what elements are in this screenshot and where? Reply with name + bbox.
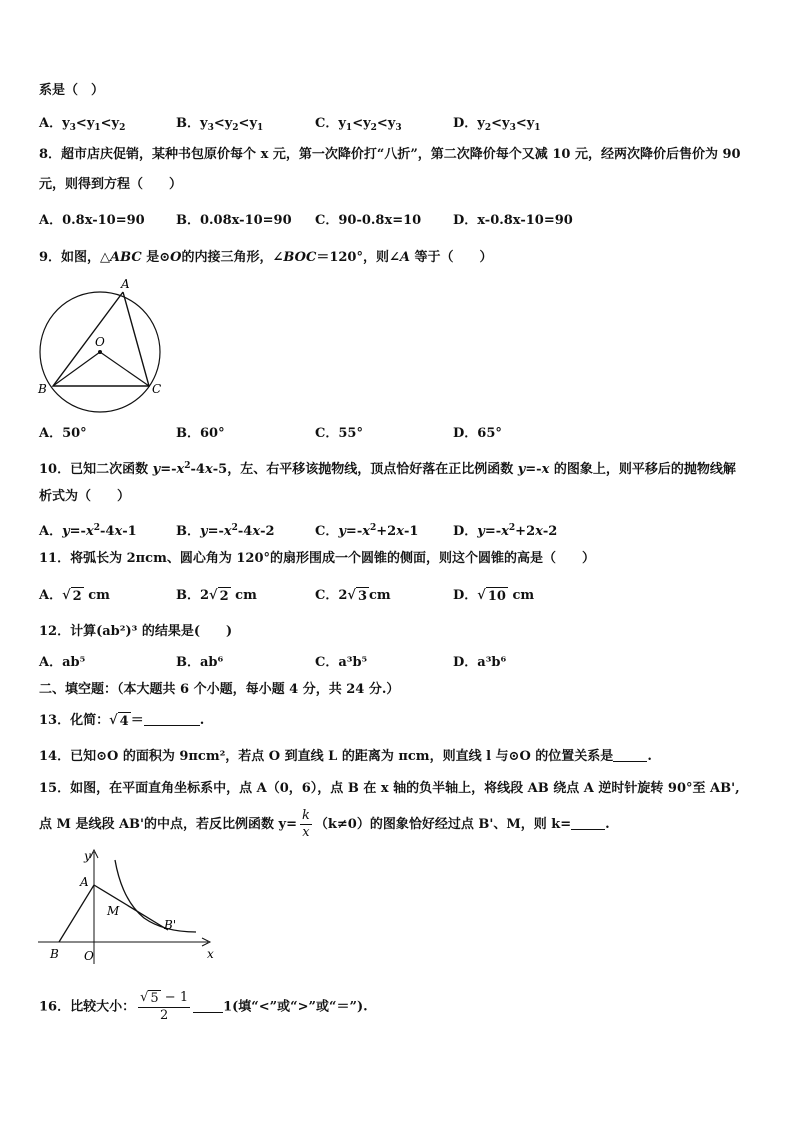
label-a: A [80, 875, 89, 889]
q12-stem: 12．计算(ab²)³ 的结果是( ) [39, 624, 233, 639]
q7-option-b: B．$y_3<y_2<y_1$ [176, 116, 264, 133]
label-b: B [38, 382, 47, 396]
q13-stem: 13．化简：√ 4 ＝ . [39, 713, 205, 729]
q7-option-d: D．$y_2<y_3<y_1$ [453, 116, 541, 133]
q12-option-b: B．ab⁶ [176, 655, 224, 670]
q9-option-c: C．55° [315, 426, 363, 441]
q8-option-d: D．x-0.8x-10=90 [453, 213, 573, 228]
q13-answer-blank [144, 713, 200, 726]
label-b-prime: B' [164, 918, 177, 932]
q7-option-a: A．$y_3<y_1<y_2$ [39, 116, 126, 133]
q10-stem-line1: 10．已知二次函数 $y=-x^2-4x-5$，左、右平移该抛物线，顶点恰好落在正比例函数 y=-x 的图象上，则平移后的抛物线解 [39, 461, 736, 477]
q12-option-c: C．a³b⁵ [315, 655, 368, 670]
q16-answer-blank [193, 1000, 223, 1013]
q11-option-c: C．2√ 3 cm [315, 588, 391, 604]
q11-option-a: A．√ 2 cm [39, 588, 110, 604]
q16-fraction: √ 5 − 1 2 [140, 990, 189, 1023]
q9-option-d: D．65° [453, 426, 502, 441]
q8-option-b: B．0.08x-10=90 [176, 213, 292, 228]
q9-circle-figure [36, 276, 186, 416]
q15-answer-blank [571, 817, 605, 830]
q14-answer-blank [613, 749, 647, 762]
label-x: x [207, 947, 214, 961]
q7-stem-tail: 系是（ ） [39, 83, 105, 98]
q11-option-d: D．√ 10 cm [453, 588, 535, 604]
label-b: B [50, 947, 59, 961]
q7-option-c: C．$y_1<y_2<y_3$ [315, 116, 402, 133]
q14-stem: 14．已知⊙O 的面积为 9πcm²，若点 O 到直线 L 的距离为 πcm，则直线 l 与⊙O 的位置关系是 . [39, 749, 652, 764]
q8-option-a: A．0.8x-10=90 [39, 213, 145, 228]
label-y: y [84, 849, 91, 863]
q10-option-d: D．$y=-x^2+2x-2$ [453, 523, 558, 539]
q12-option-a: A．ab⁵ [39, 655, 86, 670]
label-c: C [152, 382, 162, 396]
q15-stem-line2: 点 M 是线段 AB'的中点，若反比例函数 y= $\frac{k}{x}$ （k≠0）的图象恰好经过点 B'、M，则 k= . [39, 808, 610, 840]
q12-option-d: D．a³b⁶ [453, 655, 507, 670]
section-heading-fill-in: 二、填空题：（本大题共 6 个小题，每小题 4 分，共 24 分.） [39, 682, 400, 697]
label-o: O [84, 949, 94, 963]
q15-fraction-k-over-x: $\frac{k}{x}$ [302, 808, 310, 840]
hyperbola-curve [115, 860, 196, 932]
q16-stem: 16．比较大小： √ 5 − 1 2 1(填“<”或“>”或“＝”). [39, 990, 368, 1023]
q10-stem-line2: 析式为（ ） [39, 489, 131, 504]
q10-option-c: C．$y=-x^2+2x-1$ [315, 523, 419, 539]
q8-option-c: C．90-0.8x=10 [315, 213, 422, 228]
segment-ob [53, 352, 100, 386]
q11-option-b: B．2√ 2 cm [176, 588, 257, 604]
segment-ab [59, 885, 94, 942]
q10-option-a: A．$y=-x^2-4x-1$ [39, 523, 137, 539]
q8-stem-line1: 8．超市店庆促销，某种书包原价每个 x 元，第一次降价打“八折”，第二次降价每个又减 10 元，经两次降价后售价为 90 [39, 147, 741, 162]
q11-stem: 11．将弧长为 2πcm、圆心角为 120°的扇形围成一个圆锥的侧面，则这个圆锥的高是（ ） [39, 551, 596, 566]
q9-stem: 9．如图，△ABC 是⊙O的内接三角形，∠BOC＝120°，则∠A 等于（ ） [39, 250, 493, 265]
label-o: O [95, 335, 105, 349]
label-m: M [107, 904, 120, 918]
q9-option-b: B．60° [176, 426, 225, 441]
segment-ab-prime [94, 885, 168, 930]
q15-coordinate-figure [36, 848, 218, 966]
q8-stem-line2: 元，则得到方程（ ） [39, 177, 183, 192]
center-point-o [98, 350, 102, 354]
q15-stem-line1: 15．如图，在平面直角坐标系中，点 A（0，6），点 B 在 x 轴的负半轴上，将线段 AB 绕点 A 逆时针旋转 90°至 AB', [39, 781, 740, 796]
q9-option-a: A．50° [39, 426, 87, 441]
label-a: A [121, 277, 130, 291]
q10-option-b: B．$y=-x^2-4x-2$ [176, 523, 275, 539]
